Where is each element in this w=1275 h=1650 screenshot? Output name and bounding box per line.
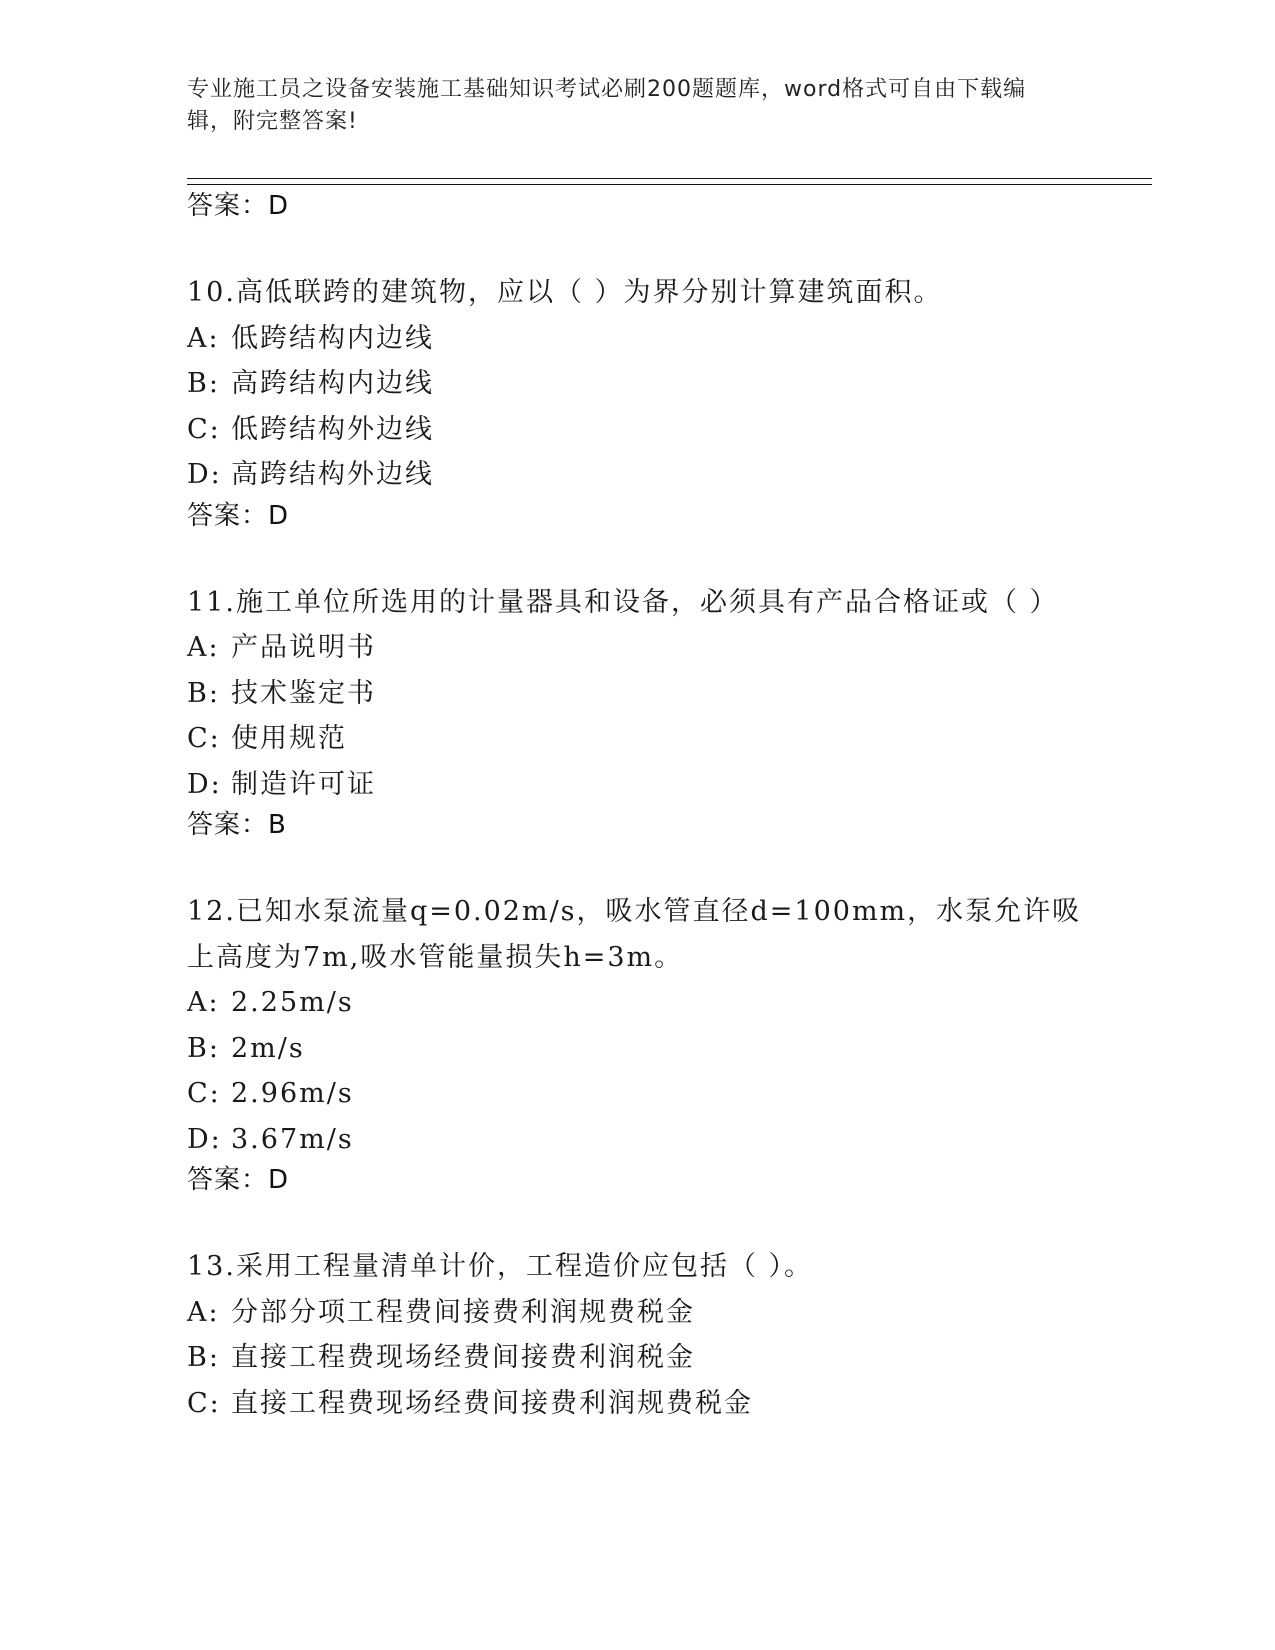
option-letter: D: bbox=[187, 1123, 222, 1155]
option-letter: A: bbox=[187, 1296, 220, 1328]
option-text: 2m/s bbox=[231, 1032, 305, 1064]
option-text: 高跨结构外边线 bbox=[231, 459, 434, 490]
answer-line: 答案：B bbox=[187, 810, 287, 840]
option-letter: A: bbox=[187, 322, 220, 354]
question-text: 13.采用工程量清单计价，工程造价应包括（ ）。 bbox=[187, 1251, 814, 1282]
option-text: 分部分项工程费间接费利润规费税金 bbox=[231, 1296, 695, 1328]
option-c bbox=[187, 716, 1087, 762]
option-letter: C: bbox=[187, 413, 221, 445]
question-text: 10.高低联跨的建筑物，应以（ ）为界分别计算建筑面积。 bbox=[187, 277, 943, 308]
option-b bbox=[187, 1026, 1087, 1072]
option-c bbox=[187, 407, 1087, 453]
option-text: 高跨结构内边线 bbox=[231, 368, 434, 399]
option-b bbox=[187, 1335, 1087, 1381]
option-a bbox=[187, 1290, 1087, 1336]
option-letter: D: bbox=[187, 459, 222, 490]
option-letter: B: bbox=[187, 1342, 220, 1373]
option-a bbox=[187, 316, 1087, 362]
answer-line: 答案：D bbox=[187, 1165, 290, 1195]
option-a bbox=[187, 625, 1087, 671]
option-c bbox=[187, 1381, 1087, 1427]
answer-line: 答案：D bbox=[187, 191, 290, 221]
question-text: 12.已知水泵流量q=0.02m/s，吸水管直径d=100mm，水泵允许吸上高度为7m,吸水管能量损失h=3m。 bbox=[187, 896, 1082, 973]
option-letter: C: bbox=[187, 723, 221, 754]
option-text: 低跨结构内边线 bbox=[231, 322, 434, 354]
question-text: 11.施工单位所选用的计量器具和设备，必须具有产品合格证或（ ） bbox=[187, 586, 1059, 618]
option-a bbox=[187, 980, 1087, 1026]
question-block bbox=[187, 580, 1087, 842]
option-letter: D: bbox=[187, 768, 222, 800]
option-text: 制造许可证 bbox=[231, 768, 376, 800]
option-text: 产品说明书 bbox=[231, 632, 376, 663]
option-letter: A: bbox=[187, 987, 220, 1018]
question-block bbox=[187, 270, 1087, 532]
option-text: 直接工程费现场经费间接费利润税金 bbox=[231, 1342, 695, 1373]
option-d bbox=[187, 452, 1087, 498]
option-letter: B: bbox=[187, 677, 220, 709]
option-d bbox=[187, 762, 1087, 808]
option-text: 使用规范 bbox=[231, 723, 347, 754]
document-header-title: 专业施工员之设备安装施工基础知识考试必刷200题题库，word格式可自由下载编辑，附完整答案! bbox=[187, 77, 1027, 134]
question-block bbox=[187, 1244, 1087, 1426]
option-letter: C: bbox=[187, 1078, 221, 1109]
option-d bbox=[187, 1117, 1087, 1163]
option-letter: C: bbox=[187, 1387, 221, 1419]
answer-line: 答案：D bbox=[187, 500, 290, 531]
option-b bbox=[187, 671, 1087, 717]
header-double-rule bbox=[187, 178, 1152, 185]
option-text: 直接工程费现场经费间接费利润规费税金 bbox=[231, 1387, 753, 1419]
option-text: 低跨结构外边线 bbox=[231, 413, 434, 445]
question-block bbox=[187, 889, 1087, 1196]
option-text: 技术鉴定书 bbox=[231, 677, 376, 709]
option-letter: A: bbox=[187, 632, 220, 663]
option-letter: B: bbox=[187, 1032, 220, 1064]
document-body bbox=[187, 190, 1087, 1426]
option-text: 2.25m/s bbox=[231, 987, 354, 1018]
option-text: 2.96m/s bbox=[231, 1078, 354, 1109]
option-b bbox=[187, 361, 1087, 407]
option-c bbox=[187, 1071, 1087, 1117]
option-text: 3.67m/s bbox=[231, 1123, 354, 1155]
option-letter: B: bbox=[187, 368, 220, 399]
